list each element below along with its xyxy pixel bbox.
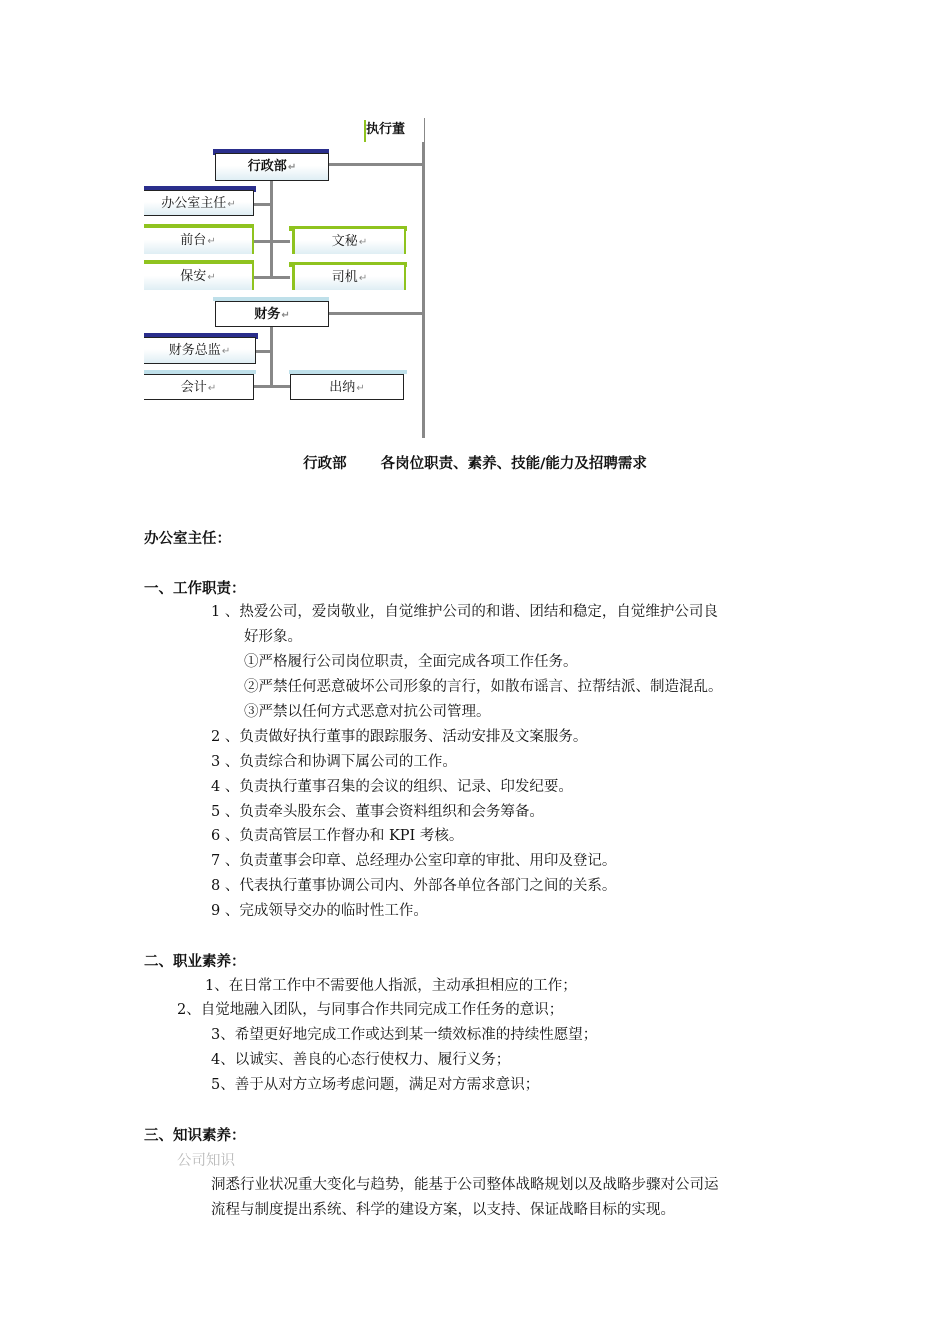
security-label: 保安 (180, 269, 207, 284)
cashier-box (290, 374, 404, 400)
duty-line: 6 、负责高管层工作督办和 KPI 考核。 (211, 828, 464, 844)
chart-caption (0, 452, 950, 473)
driver-label: 司机 (331, 270, 358, 285)
duty-line: ①严格履行公司岗位职责，全面完成各项工作任务。 (244, 654, 578, 670)
reception-connector (254, 240, 290, 243)
para-mark-icon: ↵ (287, 162, 297, 173)
duty-line: 2 、负责做好执行董事的跟踪服务、活动安排及文案服务。 (211, 729, 588, 745)
cashier-label: 出纳 (329, 380, 356, 395)
professional-line: 4、以诚实、善良的心态行使权力、履行义务； (211, 1052, 511, 1068)
para-mark-icon: ↵ (207, 383, 217, 394)
para-mark-icon: ↵ (358, 237, 368, 248)
knowledge-line: 洞悉行业状况重大变化与趋势，能基于公司整体战略规划以及战略步骤对公司运 (211, 1177, 719, 1193)
duty-line: 3 、负责综合和协调下属公司的工作。 (211, 754, 457, 770)
accountant-label: 会计 (180, 380, 207, 395)
security-box (144, 264, 254, 290)
finance-dept-box (215, 301, 329, 327)
finance-connector (328, 312, 424, 315)
para-mark-icon: ↵ (221, 346, 231, 357)
professional-line: 2、自觉地融入团队，与同事合作共同完成工作任务的意识； (177, 1002, 564, 1018)
admin-dept-box (215, 153, 329, 181)
top-node-box (366, 118, 424, 142)
caption-title: 各岗位职责、素养、技能/能力及招聘需求 (380, 456, 647, 472)
duty-line: 4 、负责执行董事召集的会议的组织、记录、印发纪要。 (211, 779, 573, 795)
section-heading-professional: 二、职业素养： (144, 954, 246, 970)
secretary-box (292, 229, 406, 254)
para-mark-icon: ↵ (227, 199, 236, 210)
office-director-box (144, 190, 254, 216)
duty-line: 5 、负责牵头股东会、董事会资料组织和会务筹备。 (211, 804, 544, 820)
org-chart (0, 0, 950, 450)
duty-line: 8 、代表执行董事协调公司内、外部各单位各部门之间的关系。 (211, 878, 617, 894)
duty-line: 好形象。 (244, 629, 302, 645)
secretary-label: 文秘 (331, 234, 358, 249)
finance-director-connector (254, 350, 272, 353)
driver-box (292, 265, 406, 290)
professional-line: 5、善于从对方立场考虑问题，满足对方需求意识； (211, 1077, 540, 1093)
para-mark-icon: ↵ (281, 310, 290, 321)
para-mark-icon: ↵ (358, 273, 368, 284)
finance-dept-label: 财务 (254, 307, 281, 322)
admin-dept-label: 行政部 (247, 159, 287, 174)
section-heading-duties: 一、工作职责： (144, 581, 246, 597)
role-title: 办公室主任： (144, 531, 231, 547)
office-director-label: 办公室主任 (161, 196, 227, 211)
finance-director-box (144, 337, 256, 364)
duty-line: ③严禁以任何方式恶意对抗公司管理。 (244, 704, 491, 720)
accountant-box (144, 374, 254, 400)
knowledge-line: 流程与制度提出系统、科学的建设方案，以支持、保证战略目标的实现。 (211, 1202, 675, 1218)
para-mark-icon: ↵ (356, 383, 365, 394)
finance-director-label: 财务总监 (168, 343, 221, 358)
caption-dept: 行政部 (303, 456, 347, 472)
duty-line: 9 、完成领导交办的临时性工作。 (211, 903, 428, 919)
office-director-connector (254, 203, 272, 206)
duty-line: ②严禁任何恶意破坏公司形象的言行，如散布谣言、拉帮结派、制造混乱。 (244, 679, 723, 695)
professional-line: 3、希望更好地完成工作或达到某一绩效标准的持续性愿望； (211, 1027, 598, 1043)
section-heading-knowledge: 三、知识素养： (144, 1128, 246, 1144)
reception-box (144, 228, 254, 254)
para-mark-icon: ↵ (207, 236, 216, 247)
professional-line: 1、在日常工作中不需要他人指派，主动承担相应的工作； (205, 978, 577, 994)
main-vertical-line (422, 118, 425, 438)
accountant-connector (254, 385, 290, 388)
finance-sub-vertical (270, 326, 273, 386)
admin-connector (328, 163, 424, 166)
duty-line: 7 、负责董事会印章、总经理办公室印章的审批、用印及登记。 (211, 853, 617, 869)
duty-line: 1 、热爱公司，爱岗敬业，自觉维护公司的和谐、团结和稳定，自觉维护公司良 (211, 604, 718, 620)
security-connector (254, 276, 290, 279)
para-mark-icon: ↵ (207, 272, 216, 283)
top-node-label: 执行董 (366, 122, 406, 137)
knowledge-sub-label: 公司知识 (177, 1153, 235, 1169)
admin-sub-vertical (270, 178, 273, 278)
reception-label: 前台 (180, 233, 207, 248)
